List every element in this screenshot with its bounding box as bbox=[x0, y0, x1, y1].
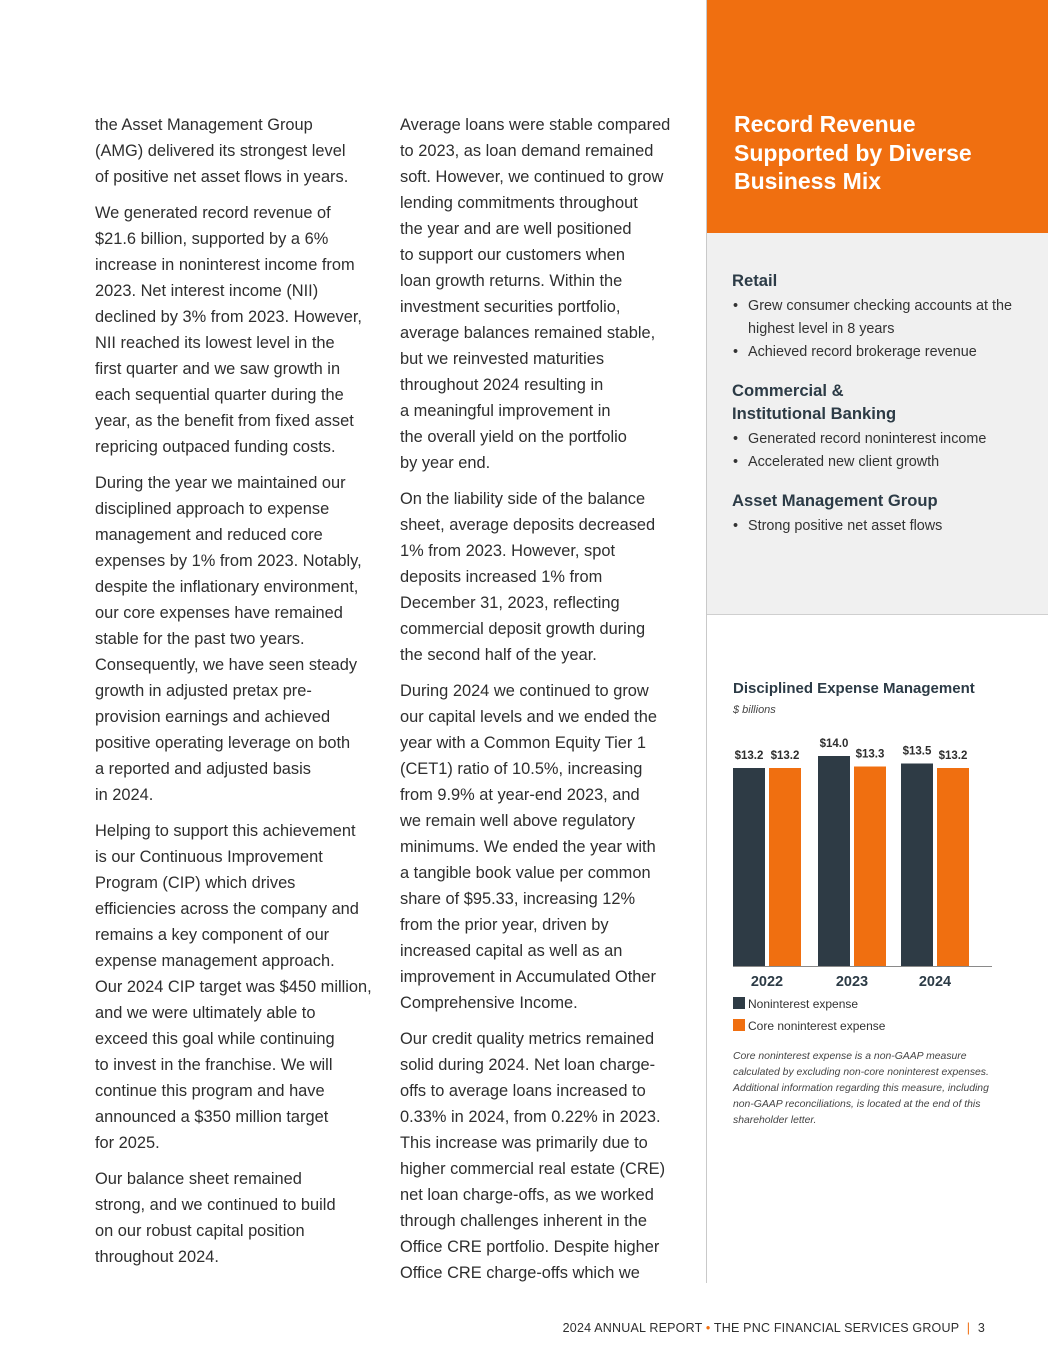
bar-2022-s0 bbox=[733, 768, 765, 966]
bar-2022-s1 bbox=[769, 768, 801, 966]
legend-swatch-navy bbox=[733, 997, 745, 1009]
body-paragraph: the Asset Management Group (AMG) delivered its strongest level of positive net asset flows in years. bbox=[95, 116, 349, 186]
bar-value-label: $13.2 bbox=[938, 750, 968, 762]
sidebar-section-heading: Retail bbox=[732, 271, 778, 290]
body-paragraph: We generated record revenue of $21.6 billion, supported by a 6% increase in noninterest income from 2023. Net interest income (NII) declined by 3% from 2023. However, NII reached its lowest level in the first quarter and we saw growth in each sequential quarter during the year, as the benefit from fixed asset repricing outpaced funding costs. bbox=[95, 204, 362, 456]
footer-bullet: • bbox=[705, 1321, 711, 1335]
body-paragraph: During 2024 we continued to grow our capital levels and we ended the year with a Common Equity Tier 1 (CET1) ratio of 10.5%, increasing from 9.9% at year-end 2023, and we remain well above regulatory minimums. We ended the year with a tangible book value per common share of $95.33, increasing 12% from the prior year, driven by increased capital as well as an improvement in Accumulated Other Comprehensive Income. bbox=[400, 682, 657, 1012]
sidebar-section-heading: Asset Management Group bbox=[732, 491, 938, 510]
bar-value-label: $13.2 bbox=[770, 750, 800, 762]
body-paragraph: Our credit quality metrics remained solid during 2024. Net loan charge- offs to average loans increased to 0.33% in 2024, from 0.22% in 2023. This increase was primarily due to higher commercial real estate (CRE) net loan charge-offs, as we worked through challenges inherent in the Office CRE portfolio. Despite higher Office CRE charge-offs which we bbox=[400, 1030, 666, 1282]
footer-company: THE PNC FINANCIAL SERVICES GROUP bbox=[713, 1321, 960, 1335]
page-number: 3 bbox=[977, 1321, 985, 1335]
sidebar-bullet-list bbox=[732, 428, 1037, 474]
bar-2023-s0 bbox=[818, 756, 850, 966]
body-column-middle bbox=[400, 112, 685, 1296]
bar-value-label: $14.0 bbox=[819, 738, 849, 750]
bar-value-label: $13.2 bbox=[734, 750, 764, 762]
sidebar-bullet: • Generated record noninterest income bbox=[732, 428, 1037, 451]
sidebar-bullet-list bbox=[732, 295, 1037, 364]
footer-report: 2024 ANNUAL REPORT bbox=[562, 1321, 703, 1335]
sidebar-bullet: • Grew consumer checking accounts at the highest level in 8 years bbox=[732, 295, 1037, 341]
legend-label: Core noninterest expense bbox=[748, 1019, 886, 1033]
body-paragraph: Average loans were stable compared to 2023, as loan demand remained soft. However, we continued to grow lending commitments throughout the year and are well positioned to support our customers when loan growth returns. Within the investment securities portfolio, average balances remained stable, but we reinvested maturities throughout 2024 resulting in a meaningful improvement in the overall yield on the portfolio by year end. bbox=[400, 116, 671, 472]
bar-2024-s1 bbox=[937, 768, 969, 966]
sidebar-header bbox=[707, 0, 1048, 233]
legend-item-noninterest bbox=[733, 996, 858, 1012]
body-column-left bbox=[95, 112, 380, 1280]
chart-title: Disciplined Expense Management bbox=[733, 680, 975, 697]
body-paragraph: Our balance sheet remained strong, and we continued to build on our robust capital position throughout 2024. bbox=[95, 1170, 336, 1266]
sidebar-title: Record Revenue Supported by Diverse Business Mix bbox=[734, 111, 972, 194]
sidebar-highlights bbox=[707, 233, 1048, 615]
legend-label: Noninterest expense bbox=[748, 997, 859, 1011]
sidebar-highlights-list bbox=[732, 269, 1037, 553]
sidebar-bullet: • Accelerated new client growth bbox=[732, 451, 1037, 474]
sidebar-bullet-list bbox=[732, 515, 1037, 538]
page-footer bbox=[563, 1321, 985, 1335]
footer-separator: | bbox=[966, 1321, 971, 1335]
legend-swatch-orange bbox=[733, 1019, 745, 1031]
bar-2023-s1 bbox=[854, 767, 886, 967]
expense-bar-chart bbox=[707, 720, 1048, 990]
x-tick-label: 2022 bbox=[750, 974, 784, 990]
sidebar-bullet: • Achieved record brokerage revenue bbox=[732, 341, 1037, 364]
x-tick-label: 2023 bbox=[835, 974, 869, 990]
body-paragraph: During the year we maintained our disciplined approach to expense management and reduced core expenses by 1% from 2023. Notably, despite the inflationary environment, our core expenses have remained stable for the past two years. Consequently, we have seen steady growth in adjusted pretax pre- provision earnings and achieved positive operating leverage on both a reported and adjusted basis in 2024. bbox=[95, 474, 362, 804]
body-paragraph: Helping to support this achievement is our Continuous Improvement Program (CIP) which drives efficiencies across the company and remains a key component of our expense management approach. Our 2024 CIP target was $450 million, and we were ultimately able to exceed this goal while continuing to invest in the franchise. We will continue this program and have announced a $350 million target for 2025. bbox=[95, 822, 372, 1152]
bar-value-label: $13.5 bbox=[902, 745, 932, 758]
body-paragraph: On the liability side of the balance sheet, average deposits decreased 1% from 2023. However, spot deposits increased 1% from December 31, 2023, reflecting commercial deposit growth during the second half of the year. bbox=[400, 490, 656, 664]
chart-unit: $ billions bbox=[733, 704, 776, 716]
legend-item-core-noninterest bbox=[733, 1018, 885, 1034]
bar-2024-s0 bbox=[901, 764, 933, 967]
chart-footnote: Core noninterest expense is a non-GAAP measure calculated by excluding non-core noninterest expenses. Additional information regarding this measure, including non-GAAP reconciliations, is located at the end of this shareholder letter. bbox=[733, 1051, 989, 1126]
x-tick-label: 2024 bbox=[918, 974, 952, 990]
bar-value-label: $13.3 bbox=[855, 748, 885, 761]
sidebar-bullet: • Strong positive net asset flows bbox=[732, 515, 1037, 538]
sidebar-section-heading: Commercial & Institutional Banking bbox=[732, 381, 897, 423]
